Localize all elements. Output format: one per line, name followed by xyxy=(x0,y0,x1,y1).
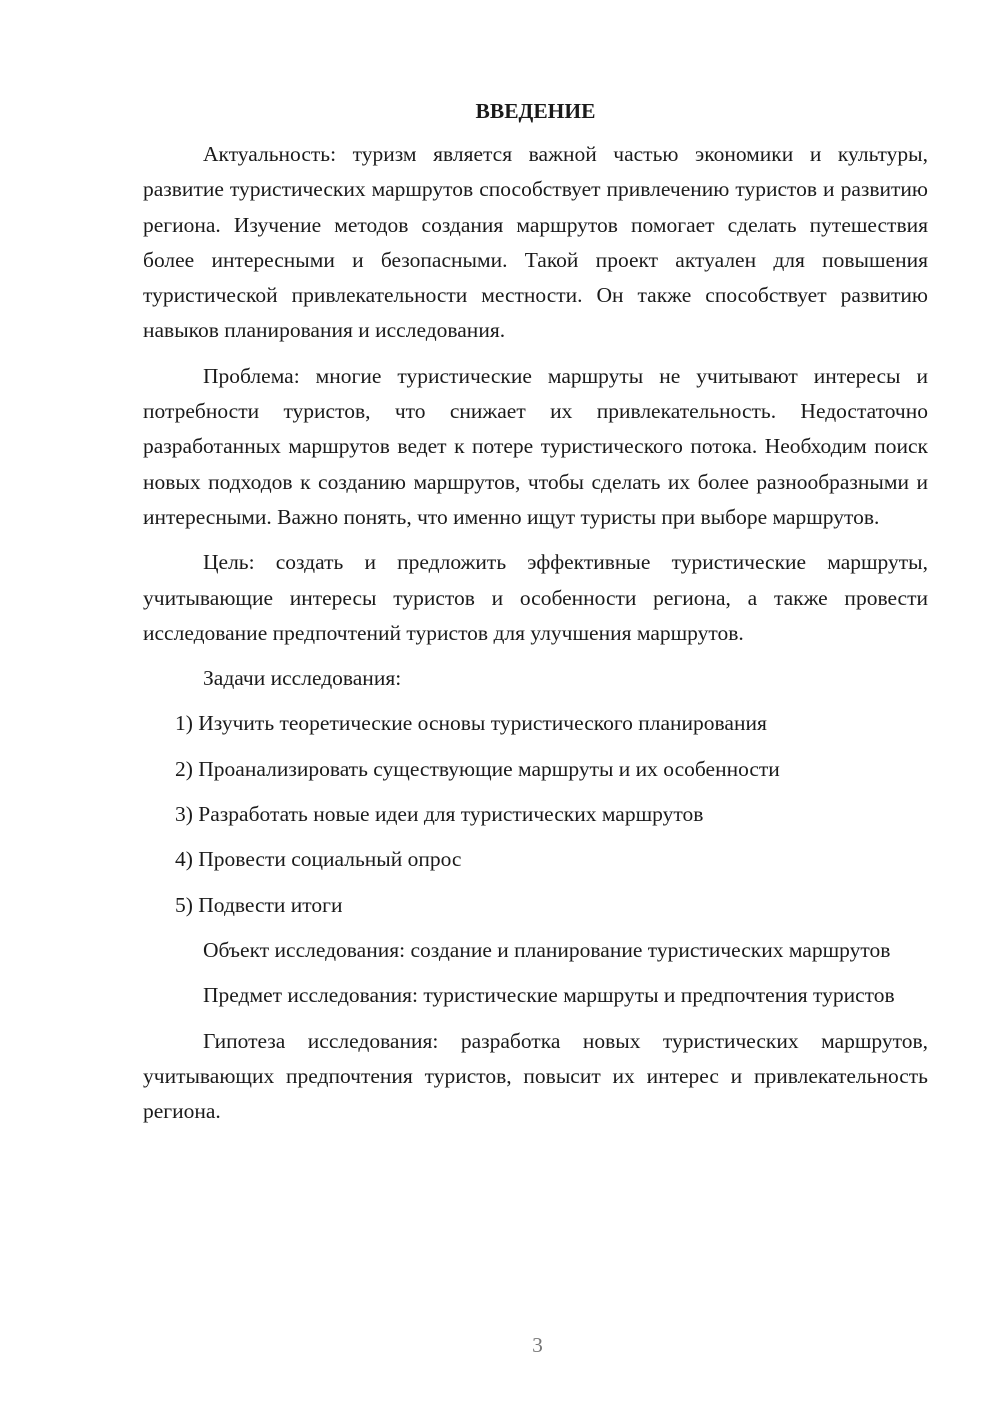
task-item: 4) Провести социальный опрос xyxy=(175,847,462,872)
tasks-label: Задачи исследования: xyxy=(203,666,402,691)
paragraph-goal: Цель: создать и предложить эффективные туристические маршруты, учитывающие интересы туристов и особенности региона, а также провести исследование предпочтений туристов для улучшения маршрутов. xyxy=(143,550,928,645)
paragraph-hypothesis: Гипотеза исследования: разработка новых туристических маршрутов, учитывающих предпочтения туристов, повысит их интерес и привлекательность региона. xyxy=(143,1028,928,1124)
paragraph-problem: Проблема: многие туристические маршруты не учитывают интересы и потребности туристов, что снижает их привлекательность. Недостаточно разработанных маршрутов ведет к потере туристического потока. Необходим поиск новых подходов к созданию маршрутов, чтобы сделать их более разнообразными и интересными. Важно понять, что именно ищут туристы при выборе маршрутов. xyxy=(143,363,928,529)
task-item: 5) Подвести итоги xyxy=(175,892,343,917)
paragraph-object: Объект исследования: создание и планирование туристических маршрутов xyxy=(203,937,891,962)
section-title: ВВЕДЕНИЕ xyxy=(475,99,596,123)
task-item: 2) Проанализировать существующие маршруты и их особенности xyxy=(175,756,780,781)
task-item: 1) Изучить теоретические основы туристического планирования xyxy=(175,711,767,736)
page-number: 3 xyxy=(532,1333,543,1357)
tasks-list xyxy=(143,706,928,922)
paragraph-relevance: Актуальность: туризм является важной частью экономики и культуры, развитие туристических маршрутов способствует привлечению туристов и развитию региона. Изучение методов создания маршрутов помогает сделать путешествия более интересными и безопасными. Такой проект актуален для повышения туристической привлекательности местности. Он также способствует развитию навыков планирования и исследования. xyxy=(143,142,928,343)
paragraph-subject: Предмет исследования: туристические маршруты и предпочтения туристов xyxy=(203,983,895,1008)
task-item: 3) Разработать новые идеи для туристических маршрутов xyxy=(175,802,704,827)
page-content xyxy=(143,95,928,1139)
